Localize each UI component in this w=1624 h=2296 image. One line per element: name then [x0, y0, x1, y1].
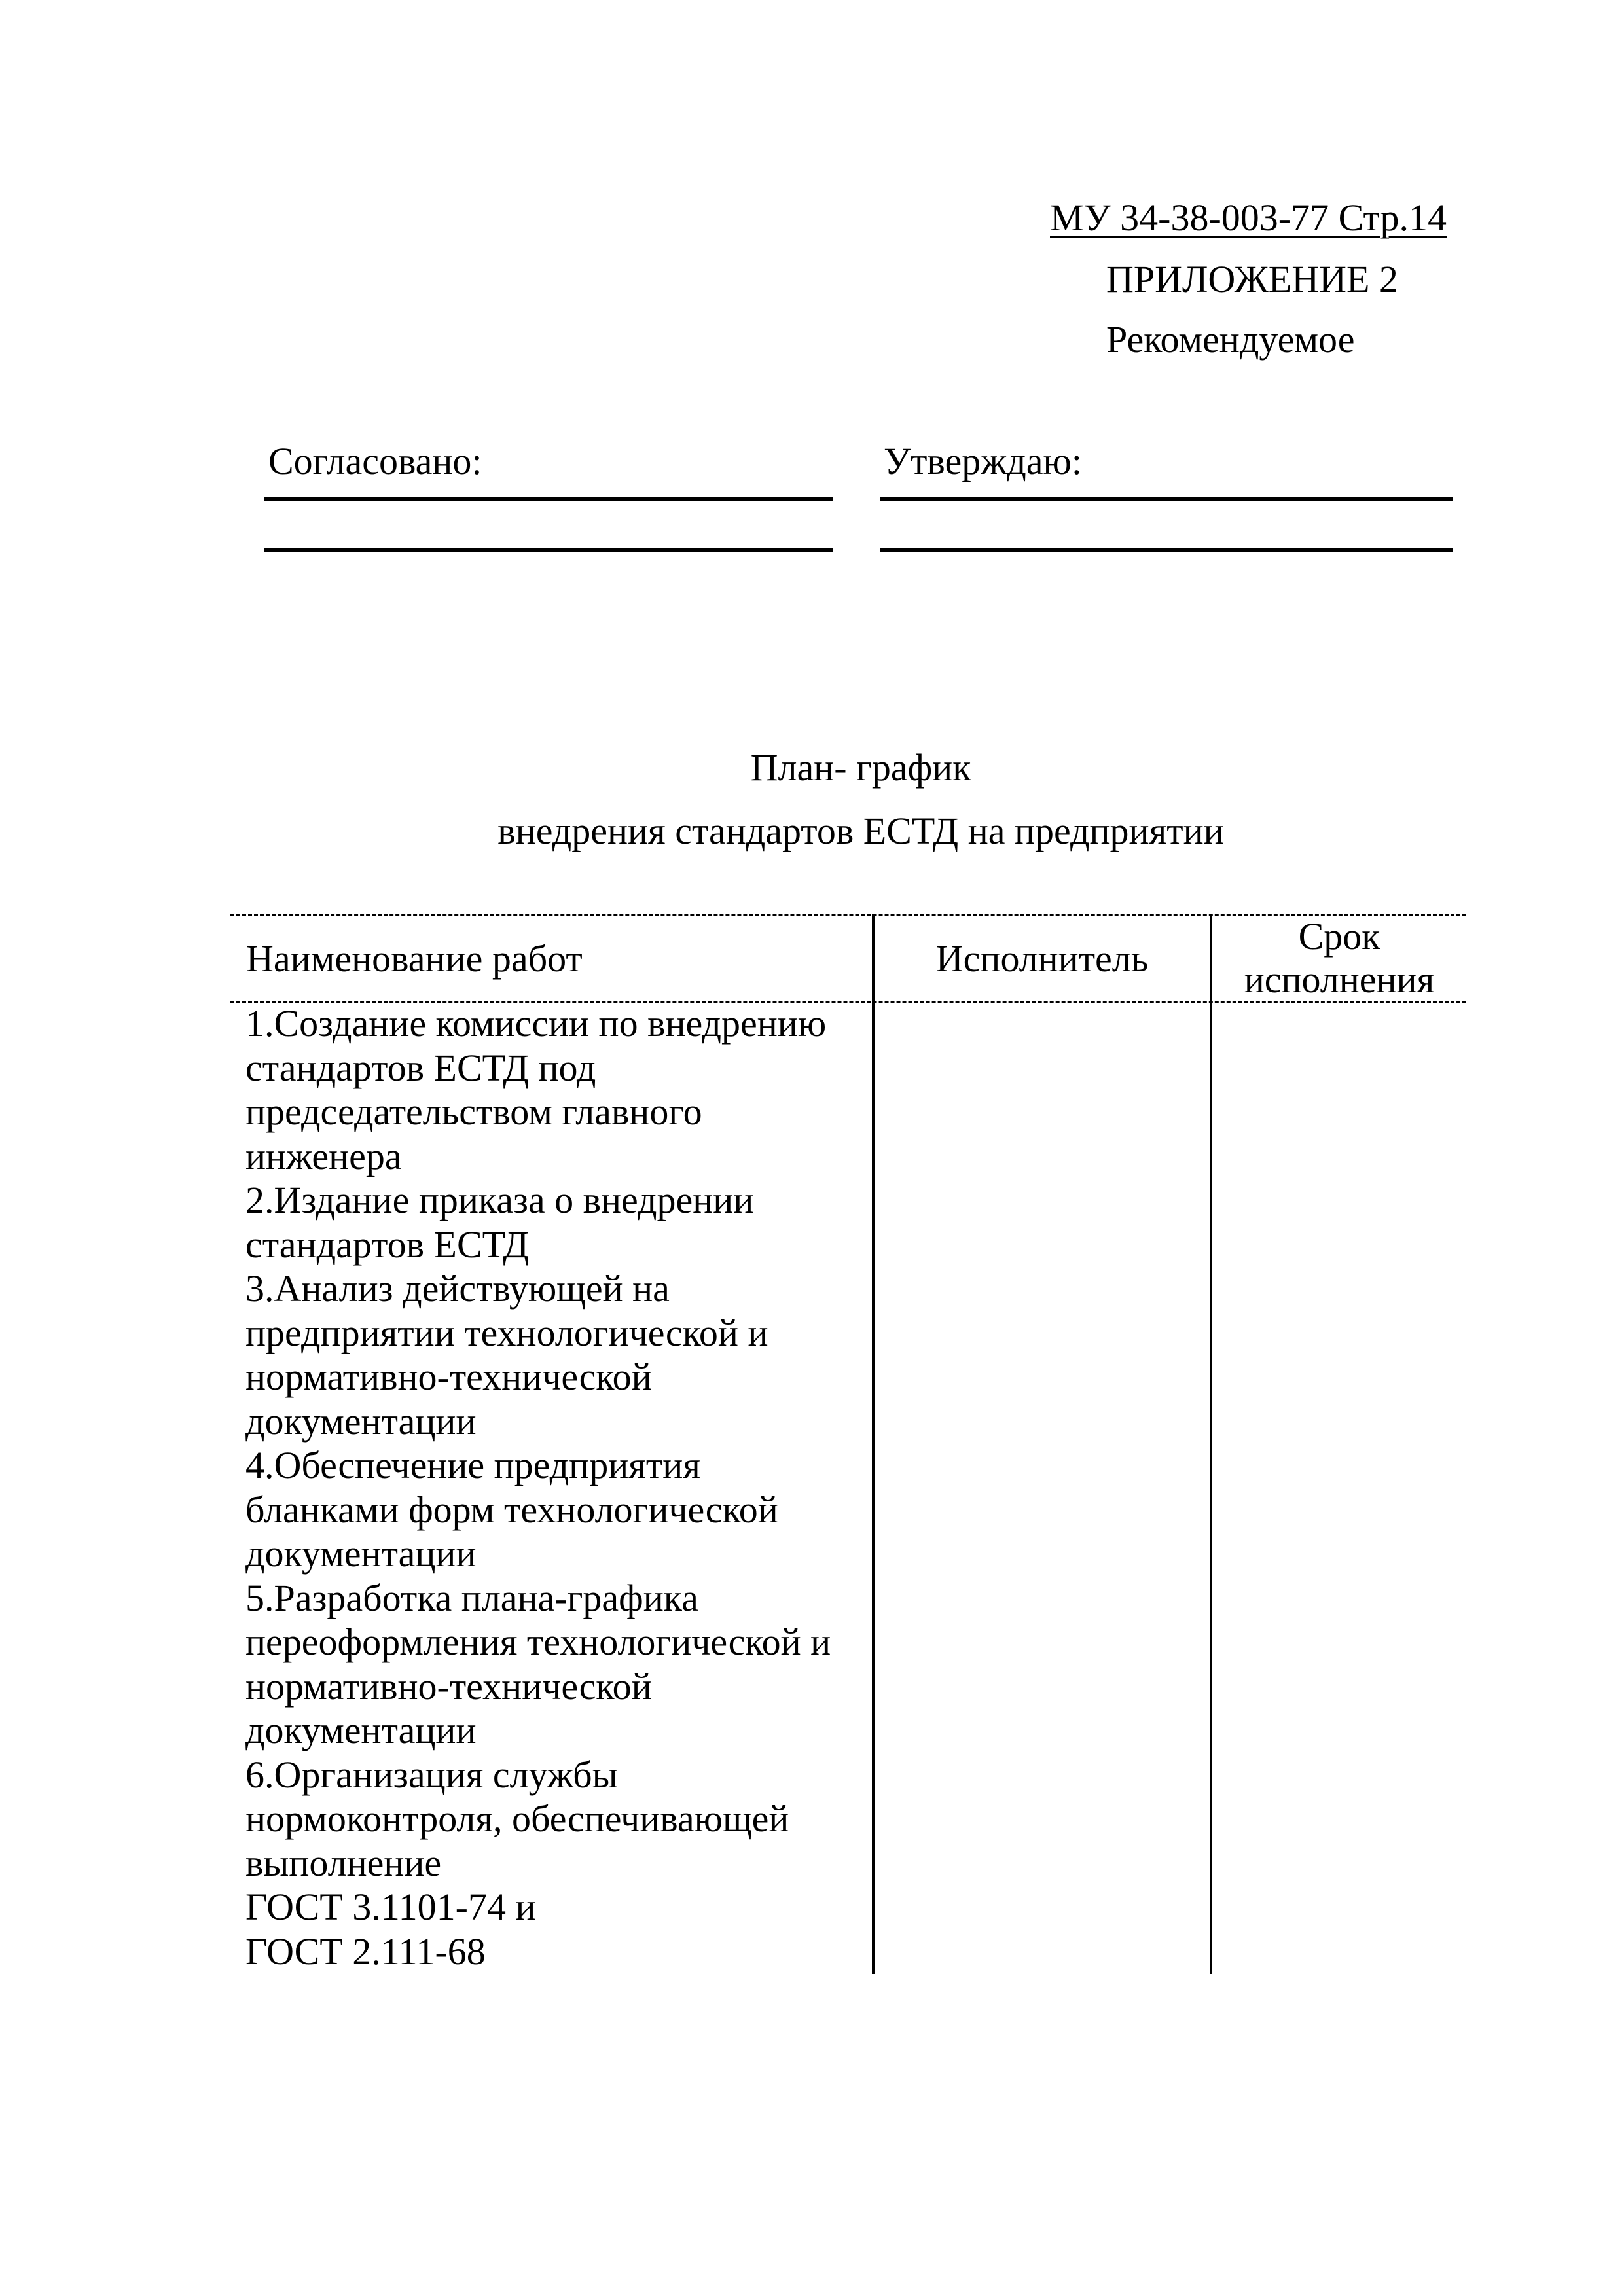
- appendix-label: ПРИЛОЖЕНИЕ 2: [1106, 258, 1398, 300]
- table-column-divider-2: [1210, 914, 1212, 1974]
- document-code: МУ 34-38-003-77 Стр.14: [1050, 196, 1447, 239]
- column-header-work: Наименование работ: [246, 937, 583, 980]
- approve-signature-line-2: [880, 548, 1453, 552]
- plan-subtitle: внедрения стандартов ЕСТД на предприятии: [497, 810, 1224, 852]
- work-item: 6.Организация службы нормоконтроля, обеспечивающей выполнение ГОСТ 3.1101-74 и ГОСТ 2.111-68: [245, 1753, 789, 1973]
- work-item: 3.Анализ действующей на предприятии технологической и нормативно-технической документации: [245, 1267, 768, 1443]
- work-item: 5.Разработка плана-графика переоформления технологической и нормативно-технической документации: [245, 1576, 831, 1751]
- agreed-label: Согласовано:: [268, 440, 482, 482]
- work-item: 1.Создание комиссии по внедрению стандартов ЕСТД под председательством главного инженера: [245, 1002, 827, 1177]
- approve-label: Утверждаю:: [884, 440, 1082, 482]
- agreed-signature-line-1: [264, 497, 833, 501]
- work-item: 4.Обеспечение предприятия бланками форм технологической документации: [245, 1444, 778, 1575]
- approve-signature-line-1: [880, 497, 1453, 501]
- recommendation-status: Рекомендуемое: [1106, 318, 1355, 361]
- work-items-list: [245, 1001, 874, 1973]
- work-item: 2.Издание приказа о внедрении стандартов ЕСТД: [245, 1179, 754, 1266]
- plan-title: План- график: [750, 746, 971, 789]
- column-header-deadline: Срок исполнения: [1244, 915, 1435, 1001]
- column-header-executor: Исполнитель: [935, 937, 1149, 980]
- agreed-signature-line-2: [264, 548, 833, 552]
